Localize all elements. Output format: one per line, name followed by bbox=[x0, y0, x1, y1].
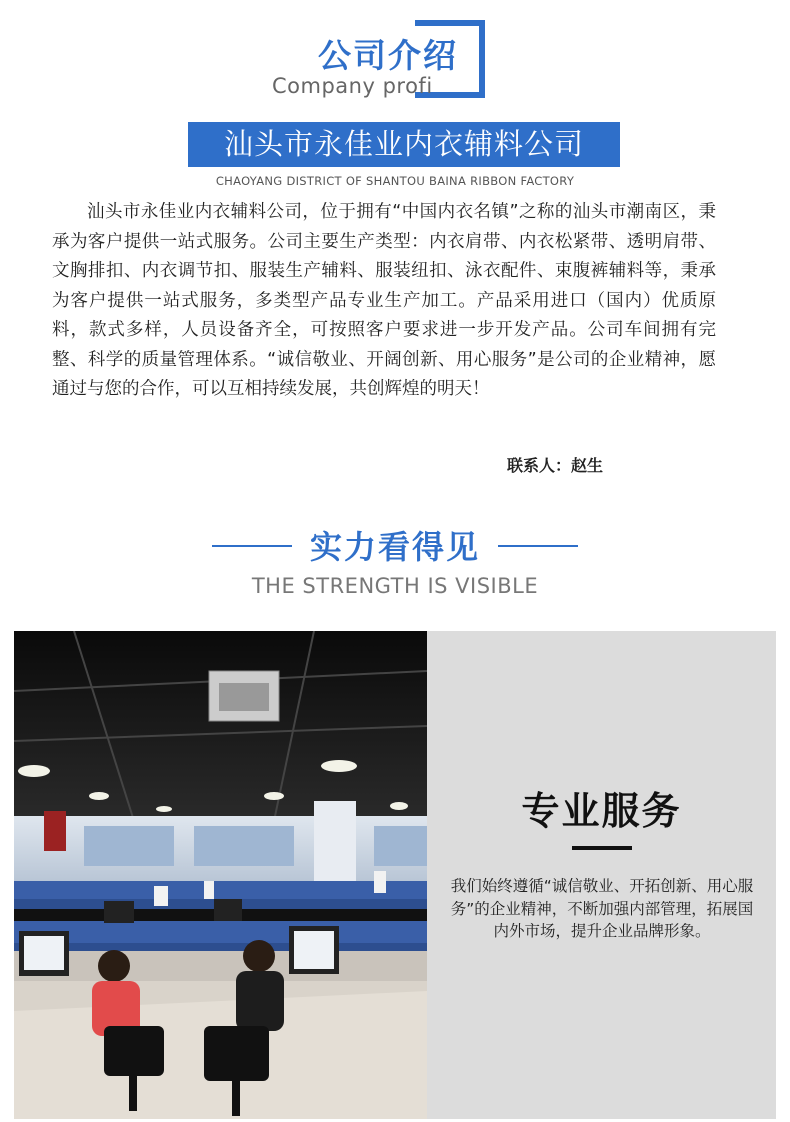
service-title: 专业服务 bbox=[521, 789, 682, 833]
service-title-underline bbox=[572, 846, 632, 850]
section-title-cn: 公司介绍 bbox=[318, 36, 458, 75]
company-subtitle-en: CHAOYANG DISTRICT OF SHANTOU BAINA RIBBON FACTORY bbox=[215, 174, 575, 188]
strength-title-cn: 实力看得见 bbox=[309, 528, 480, 566]
section-title-en: Company profi bbox=[272, 74, 433, 98]
company-name-banner: 汕头市永佳业内衣辅料公司 bbox=[188, 122, 620, 167]
office-photo bbox=[14, 631, 427, 1119]
contact-person: 联系人：赵生 bbox=[507, 456, 604, 475]
service-description: 我们始终遵循“诚信敬业、开拓创新、用心服务”的企业精神，不断加强内部管理，拓展国内外市场，提升企业品牌形象。 bbox=[450, 877, 754, 940]
company-intro-paragraph: 汕头市永佳业内衣辅料公司，位于拥有“中国内衣名镇”之称的汕头市潮南区，秉承为客户提供一站式服务。公司主要生产类型：内衣肩带、内衣松紧带、透明肩带、文胸排扣、内衣调节扣、服装生产辅料、服装纽扣、泳衣配件、束腹裤辅料等，秉承为客户提供一站式服务，多类型产品专业生产加工。产品采用进口（国内）优质原料，款式多样，人员设备齐全，可按照客户要求进一步开发产品。公司车间拥有完整、科学的质量管理体系。“诚信敬业、开阔创新、用心服务”是公司的企业精神，愿通过与您的合作，可以互相持续发展，共创辉煌的明天！ bbox=[52, 202, 716, 399]
strength-title-en: THE STRENGTH IS VISIBLE bbox=[251, 574, 539, 598]
